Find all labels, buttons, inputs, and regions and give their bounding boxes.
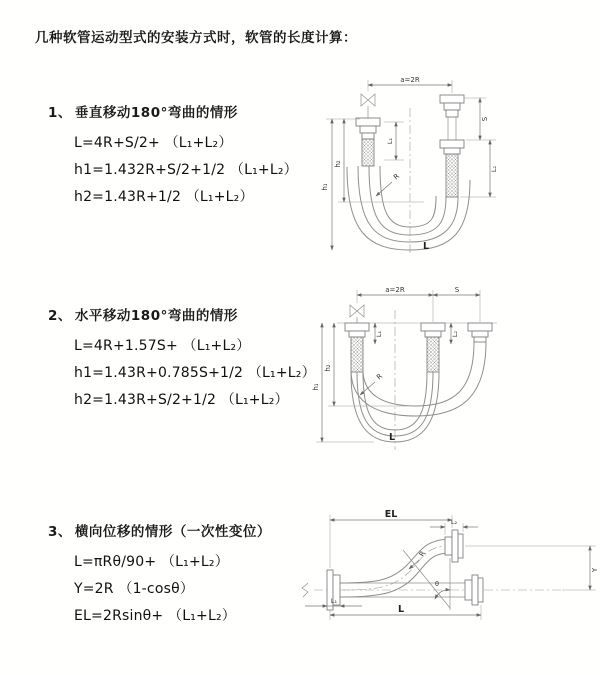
dim-a2r bbox=[357, 286, 480, 322]
middle-hose-braid bbox=[427, 337, 439, 372]
label-l-total: L bbox=[397, 604, 405, 615]
dim-l1 bbox=[384, 122, 404, 160]
right-flange-lower bbox=[440, 140, 464, 154]
label-l1: L₁ bbox=[375, 330, 383, 338]
label-l1: L₁ bbox=[330, 597, 338, 605]
dim-l1 bbox=[375, 323, 383, 344]
label-a2r: a=2R bbox=[400, 76, 420, 84]
section-2-heading-text: 水平移动180°弯曲的情形 bbox=[74, 308, 238, 324]
dim-l2 bbox=[460, 140, 498, 197]
middle-flange-fitting bbox=[421, 323, 445, 337]
page-title: 几种软管运动型式的安装方式时，软管的长度计算： bbox=[35, 30, 357, 46]
left-hose-braid bbox=[362, 139, 374, 166]
dim-l1 bbox=[305, 597, 362, 606]
label-l-total: L bbox=[423, 241, 430, 252]
dim-h1 bbox=[321, 119, 360, 250]
label-a2r: a=2R bbox=[385, 286, 405, 294]
section-2 bbox=[48, 304, 316, 414]
right-pipe bbox=[448, 117, 456, 140]
section-1-formula-3: h2=1.43R+1/2 （L₁+L₂） bbox=[74, 189, 254, 205]
label-h1: h₁ bbox=[312, 383, 320, 391]
label-r: R bbox=[375, 372, 385, 382]
label-y: Y bbox=[591, 567, 599, 573]
left-flange-fitting bbox=[345, 323, 369, 337]
section-1-heading-text: 垂直移动180°弯曲的情形 bbox=[74, 105, 238, 121]
valve-icon bbox=[350, 305, 364, 323]
label-h1: h₁ bbox=[321, 183, 329, 191]
section-1-number: 1、 bbox=[48, 105, 72, 121]
section-2-formula-3: h2=1.43R+S/2+1/2 （L₁+L₂） bbox=[74, 392, 289, 408]
left-flange-fitting bbox=[356, 118, 380, 139]
section-2-number: 2、 bbox=[48, 308, 72, 324]
centerline-break-symbol bbox=[302, 583, 308, 597]
diagram-vertical-180-bend bbox=[312, 72, 597, 262]
diagram-horizontal-180-bend bbox=[312, 282, 597, 457]
dim-h2 bbox=[324, 323, 407, 406]
label-h2: h₂ bbox=[324, 364, 332, 372]
label-s: S bbox=[454, 286, 460, 294]
dim-s bbox=[433, 286, 480, 295]
section-1-formula-1: L=4R+S/2+ （L₁+L₂） bbox=[74, 135, 233, 151]
section-2-formula-1: L=4R+1.57S+ （L₁+L₂） bbox=[74, 338, 251, 354]
dim-y bbox=[465, 546, 599, 590]
section-3 bbox=[48, 520, 271, 630]
label-s: S bbox=[481, 116, 489, 122]
right-flange-upper bbox=[440, 95, 464, 117]
label-l1: L₁ bbox=[386, 137, 394, 145]
right-flange bbox=[465, 575, 483, 605]
dim-h2 bbox=[334, 119, 424, 202]
label-el: EL bbox=[384, 509, 398, 520]
label-l2: L₂ bbox=[451, 330, 459, 338]
label-h2: h₂ bbox=[334, 160, 342, 168]
label-l2: L₂ bbox=[490, 165, 498, 173]
section-3-formula-3: EL=2Rsinθ+ （L₁+L₂） bbox=[74, 608, 236, 624]
dim-el bbox=[330, 509, 452, 568]
upper-flange bbox=[445, 530, 463, 562]
left-hose-braid bbox=[351, 337, 363, 372]
label-r: R bbox=[417, 549, 428, 558]
section-3-number: 3、 bbox=[48, 524, 72, 540]
diagram-lateral-displacement bbox=[300, 502, 600, 642]
s-curve-hose bbox=[340, 539, 450, 597]
dim-a2r bbox=[368, 76, 452, 93]
label-theta: θ bbox=[435, 580, 439, 588]
section-1-heading bbox=[48, 101, 298, 121]
section-3-formula-1: L=πRθ/90+ （L₁+L₂） bbox=[74, 554, 229, 570]
angle-construction-lines bbox=[403, 550, 450, 610]
hose-center-line bbox=[340, 546, 450, 590]
right-hose-braid bbox=[446, 154, 458, 197]
u-bend-hose bbox=[351, 342, 486, 442]
section-1 bbox=[48, 101, 298, 211]
section-2-formula-2: h1=1.43R+0.785S+1/2 （L₁+L₂） bbox=[74, 365, 316, 381]
section-3-heading bbox=[48, 520, 271, 540]
section-2-heading bbox=[48, 304, 316, 324]
section-3-formula-2: Y=2R （1-cosθ） bbox=[74, 581, 195, 597]
dim-l2 bbox=[451, 323, 459, 344]
section-1-formula-2: h1=1.432R+S/2+1/2 （L₁+L₂） bbox=[74, 162, 298, 178]
label-r: R bbox=[392, 172, 402, 182]
right-flange-fitting bbox=[468, 323, 492, 342]
dim-s bbox=[464, 98, 496, 140]
label-l-total: L bbox=[389, 432, 396, 443]
label-l2: L₂ bbox=[450, 518, 458, 526]
valve-icon bbox=[361, 94, 375, 118]
dim-l bbox=[330, 604, 481, 620]
section-3-heading-text: 横向位移的情形（一次性变位） bbox=[74, 524, 271, 540]
